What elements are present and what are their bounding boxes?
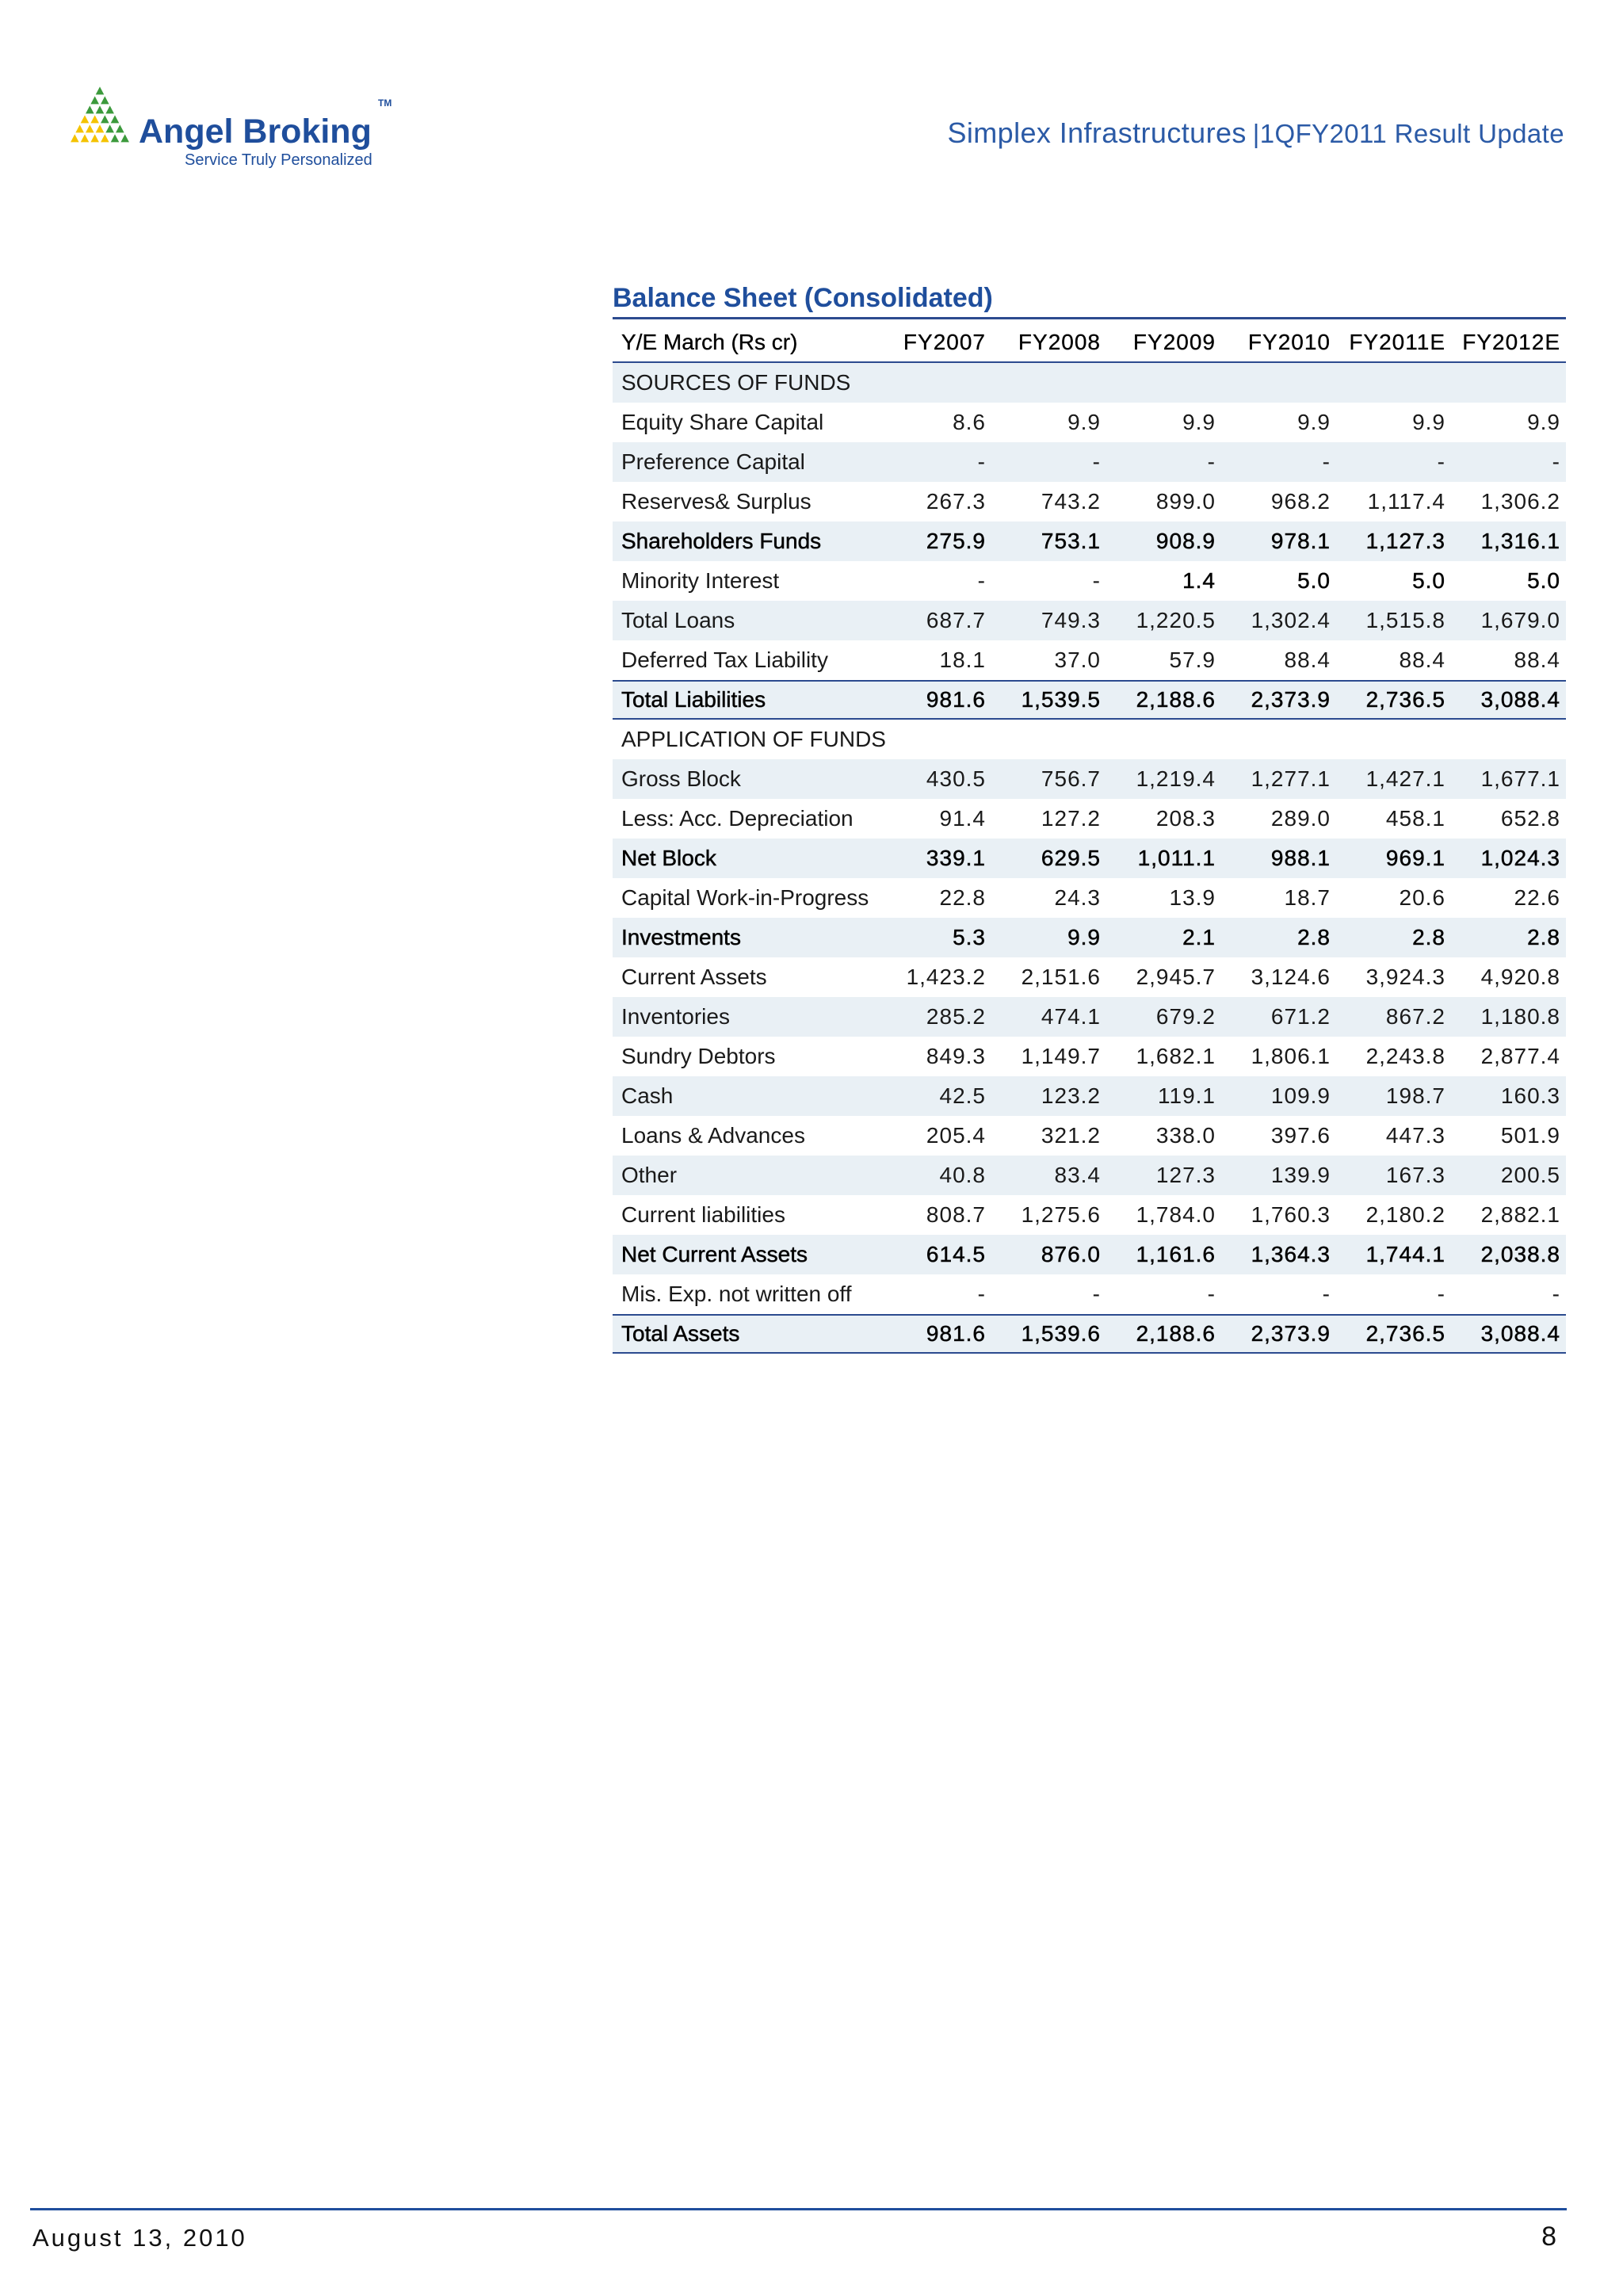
value-cell: 753.1 [1041, 529, 1101, 553]
value-cell: 1,306.2 [1480, 489, 1560, 514]
value-cell: 968.2 [1270, 489, 1331, 514]
value-cell: 139.9 [1270, 1163, 1331, 1187]
value-cell: 876.0 [1041, 1242, 1101, 1266]
value-cell: 2.8 [1527, 925, 1560, 949]
value-cell: 397.6 [1270, 1123, 1331, 1148]
row-label: Minority Interest [621, 568, 780, 593]
value-cell: 167.3 [1385, 1163, 1445, 1187]
value-cell: 447.3 [1385, 1123, 1445, 1148]
value-cell: 9.9 [1067, 925, 1101, 949]
triangle-dots-logo-icon [70, 86, 130, 143]
row-label: Gross Block [621, 766, 741, 791]
value-cell: - [1437, 449, 1445, 474]
section-header-row [613, 720, 1566, 759]
value-cell: 2,243.8 [1365, 1044, 1445, 1068]
table-row [613, 1076, 1566, 1116]
row-label: Investments [621, 925, 741, 949]
table-row [613, 759, 1566, 799]
table-row [613, 799, 1566, 839]
value-cell: 109.9 [1270, 1083, 1331, 1108]
column-header-fy2012e: FY2012E [1462, 330, 1560, 354]
value-cell: 205.4 [926, 1123, 986, 1148]
row-label: Net Block [621, 846, 716, 870]
value-cell: 474.1 [1041, 1004, 1101, 1029]
table-body [613, 363, 1566, 1354]
value-cell: - [1092, 1282, 1101, 1306]
value-cell: - [1207, 1282, 1216, 1306]
total-row [613, 1314, 1566, 1354]
value-cell: 3,088.4 [1480, 1321, 1560, 1346]
value-cell: 652.8 [1500, 806, 1560, 831]
value-cell: 1,180.8 [1480, 1004, 1560, 1029]
value-cell: 22.6 [1514, 885, 1560, 910]
table-row [613, 918, 1566, 957]
value-cell: 22.8 [939, 885, 986, 910]
table-row [613, 1195, 1566, 1235]
value-cell: 3,924.3 [1365, 965, 1445, 989]
value-cell: 2,736.5 [1365, 687, 1445, 712]
row-label: Current liabilities [621, 1202, 785, 1227]
value-cell: 867.2 [1385, 1004, 1445, 1029]
logo-trademark: TM [378, 97, 392, 109]
value-cell: - [977, 568, 986, 593]
value-cell: 743.2 [1041, 489, 1101, 514]
value-cell: 127.2 [1041, 806, 1101, 831]
value-cell: 1,539.6 [1021, 1321, 1101, 1346]
value-cell: 9.9 [1067, 410, 1101, 434]
report-subtitle: |1QFY2011 Result Update [1252, 119, 1564, 148]
value-cell: 5.0 [1412, 568, 1445, 593]
value-cell: 749.3 [1041, 608, 1101, 632]
value-cell: 1,364.3 [1251, 1242, 1331, 1266]
value-cell: 5.0 [1297, 568, 1331, 593]
table-row [613, 1037, 1566, 1076]
value-cell: 1,806.1 [1251, 1044, 1331, 1068]
value-cell: 3,124.6 [1251, 965, 1331, 989]
value-cell: 8.6 [953, 410, 986, 434]
value-cell: 2,373.9 [1251, 1321, 1331, 1346]
table-row [613, 997, 1566, 1037]
value-cell: 9.9 [1297, 410, 1331, 434]
value-cell: 1,149.7 [1021, 1044, 1101, 1068]
value-cell: 1,679.0 [1480, 608, 1560, 632]
row-label: Other [621, 1163, 678, 1187]
value-cell: 1,011.1 [1137, 846, 1216, 870]
value-cell: 501.9 [1500, 1123, 1560, 1148]
value-cell: 2,373.9 [1251, 687, 1331, 712]
value-cell: 969.1 [1385, 846, 1445, 870]
value-cell: 1,784.0 [1136, 1202, 1216, 1227]
value-cell: 88.4 [1284, 648, 1331, 672]
section-header-row [613, 363, 1566, 403]
balance-sheet-table [613, 317, 1566, 1354]
value-cell: 430.5 [926, 766, 986, 791]
value-cell: 1,302.4 [1251, 608, 1331, 632]
value-cell: 2.8 [1412, 925, 1445, 949]
value-cell: 9.9 [1182, 410, 1216, 434]
row-label: Current Assets [621, 965, 767, 989]
value-cell: 1,677.1 [1480, 766, 1560, 791]
row-label: Reserves& Surplus [621, 489, 812, 514]
column-header-fy2009: FY2009 [1132, 330, 1216, 354]
row-label: Less: Acc. Depreciation [621, 806, 854, 831]
value-cell: 1,277.1 [1251, 766, 1331, 791]
value-cell: 1,161.6 [1136, 1242, 1216, 1266]
table-row [613, 561, 1566, 601]
footer-date: August 13, 2010 [32, 2224, 247, 2252]
value-cell: 123.2 [1041, 1083, 1101, 1108]
value-cell: - [1207, 449, 1216, 474]
value-cell: 2,882.1 [1480, 1202, 1560, 1227]
table-row [613, 601, 1566, 640]
value-cell: 5.0 [1527, 568, 1560, 593]
value-cell: 2,038.8 [1480, 1242, 1560, 1266]
value-cell: 18.1 [939, 648, 986, 672]
value-cell: 42.5 [939, 1083, 986, 1108]
value-cell: 1,275.6 [1021, 1202, 1101, 1227]
row-label: Deferred Tax Liability [621, 648, 828, 672]
column-header-fy2007: FY2007 [903, 330, 986, 354]
table-row [613, 442, 1566, 482]
value-cell: - [977, 449, 986, 474]
value-cell: 5.3 [953, 925, 986, 949]
value-cell: 198.7 [1385, 1083, 1445, 1108]
value-cell: 339.1 [926, 846, 986, 870]
value-cell: 2,188.6 [1136, 687, 1216, 712]
table-row [613, 1156, 1566, 1195]
page-number: 8 [1541, 2222, 1556, 2252]
table-row [613, 1116, 1566, 1156]
row-label: Mis. Exp. not written off [621, 1282, 852, 1306]
value-cell: 338.0 [1155, 1123, 1216, 1148]
value-cell: 275.9 [926, 529, 986, 553]
table-header-row [613, 319, 1566, 363]
report-header [947, 119, 1564, 147]
table-row [613, 878, 1566, 918]
value-cell: 9.9 [1527, 410, 1560, 434]
value-cell: 629.5 [1041, 846, 1101, 870]
value-cell: 2,877.4 [1480, 1044, 1560, 1068]
row-label: Equity Share Capital [621, 410, 824, 434]
value-cell: 2,188.6 [1136, 1321, 1216, 1346]
row-label: Net Current Assets [621, 1242, 808, 1266]
value-cell: 289.0 [1270, 806, 1331, 831]
value-cell: - [1092, 449, 1101, 474]
row-label: Loans & Advances [621, 1123, 805, 1148]
row-label: Cash [621, 1083, 674, 1108]
row-label: Shareholders Funds [621, 529, 822, 553]
row-label: Sundry Debtors [621, 1044, 776, 1068]
table-row [613, 1274, 1566, 1314]
table-row [613, 482, 1566, 521]
value-cell: 200.5 [1500, 1163, 1560, 1187]
value-cell: 37.0 [1054, 648, 1101, 672]
row-label: Preference Capital [621, 449, 805, 474]
value-cell: 981.6 [926, 687, 986, 712]
logo-wordmark: Angel Broking [139, 113, 372, 151]
value-cell: 1,515.8 [1365, 608, 1445, 632]
value-cell: 24.3 [1054, 885, 1101, 910]
value-cell: 160.3 [1500, 1083, 1560, 1108]
logo-tagline: Service Truly Personalized [185, 151, 372, 169]
column-header-fy2011e: FY2011E [1349, 330, 1445, 354]
value-cell: 88.4 [1399, 648, 1445, 672]
value-cell: 13.9 [1169, 885, 1216, 910]
value-cell: 2.1 [1182, 925, 1216, 949]
footer-rule [30, 2208, 1567, 2210]
value-cell: 2,151.6 [1021, 965, 1101, 989]
value-cell: 20.6 [1399, 885, 1445, 910]
value-cell: 1,423.2 [906, 965, 986, 989]
value-cell: 756.7 [1041, 766, 1101, 791]
value-cell: 4,920.8 [1480, 965, 1560, 989]
value-cell: 127.3 [1155, 1163, 1216, 1187]
report-company: Simplex Infrastructures [947, 117, 1247, 149]
value-cell: - [1552, 449, 1560, 474]
value-cell: - [977, 1282, 986, 1306]
value-cell: 808.7 [926, 1202, 986, 1227]
row-label: Total Liabilities [621, 687, 766, 712]
value-cell: 2,945.7 [1136, 965, 1216, 989]
value-cell: 1,219.4 [1136, 766, 1216, 791]
row-label: Capital Work-in-Progress [621, 885, 869, 910]
value-cell: 91.4 [939, 806, 986, 831]
table-row [613, 403, 1566, 442]
table-row [613, 957, 1566, 997]
value-cell: 1,760.3 [1251, 1202, 1331, 1227]
value-cell: 1,682.1 [1136, 1044, 1216, 1068]
value-cell: 614.5 [926, 1242, 986, 1266]
value-cell: 687.7 [926, 608, 986, 632]
value-cell: 1,539.5 [1021, 687, 1101, 712]
value-cell: - [1552, 1282, 1560, 1306]
row-label: Total Assets [621, 1321, 740, 1346]
column-header-fy2008: FY2008 [1018, 330, 1101, 354]
row-label: Total Loans [621, 608, 735, 632]
value-cell: 2.8 [1297, 925, 1331, 949]
value-cell: 83.4 [1054, 1163, 1101, 1187]
value-cell: 899.0 [1155, 489, 1216, 514]
value-cell: 978.1 [1270, 529, 1331, 553]
column-header-fy2010: FY2010 [1247, 330, 1331, 354]
value-cell: 1,427.1 [1365, 766, 1445, 791]
value-cell: 267.3 [926, 489, 986, 514]
table-title: Balance Sheet (Consolidated) [613, 283, 993, 313]
total-row [613, 680, 1566, 720]
value-cell: 908.9 [1155, 529, 1216, 553]
value-cell: 1,117.4 [1367, 489, 1445, 514]
value-cell: 119.1 [1158, 1083, 1216, 1108]
value-cell: 40.8 [939, 1163, 986, 1187]
value-cell: 458.1 [1385, 806, 1445, 831]
value-cell: 679.2 [1155, 1004, 1216, 1029]
value-cell: - [1322, 1282, 1331, 1306]
value-cell: 1,220.5 [1136, 608, 1216, 632]
value-cell: 1,127.3 [1365, 529, 1445, 553]
value-cell: 1.4 [1182, 568, 1216, 593]
column-header-period: Y/E March (Rs cr) [621, 330, 798, 354]
table-row [613, 640, 1566, 680]
table-row [613, 521, 1566, 561]
value-cell: 88.4 [1514, 648, 1560, 672]
value-cell: - [1437, 1282, 1445, 1306]
value-cell: 849.3 [926, 1044, 986, 1068]
value-cell: 1,024.3 [1480, 846, 1560, 870]
value-cell: 988.1 [1270, 846, 1331, 870]
table-row [613, 1235, 1566, 1274]
section-label: APPLICATION OF FUNDS [621, 727, 886, 751]
value-cell: 9.9 [1412, 410, 1445, 434]
value-cell: 2,180.2 [1365, 1202, 1445, 1227]
value-cell: - [1092, 568, 1101, 593]
value-cell: 3,088.4 [1480, 687, 1560, 712]
value-cell: 671.2 [1270, 1004, 1331, 1029]
section-label: SOURCES OF FUNDS [621, 370, 851, 395]
value-cell: 57.9 [1169, 648, 1216, 672]
row-label: Inventories [621, 1004, 730, 1029]
value-cell: 1,744.1 [1365, 1242, 1445, 1266]
value-cell: 285.2 [926, 1004, 986, 1029]
table-row [613, 839, 1566, 878]
value-cell: - [1322, 449, 1331, 474]
value-cell: 1,316.1 [1480, 529, 1560, 553]
value-cell: 18.7 [1284, 885, 1331, 910]
value-cell: 208.3 [1155, 806, 1216, 831]
value-cell: 981.6 [926, 1321, 986, 1346]
value-cell: 321.2 [1041, 1123, 1101, 1148]
value-cell: 2,736.5 [1365, 1321, 1445, 1346]
